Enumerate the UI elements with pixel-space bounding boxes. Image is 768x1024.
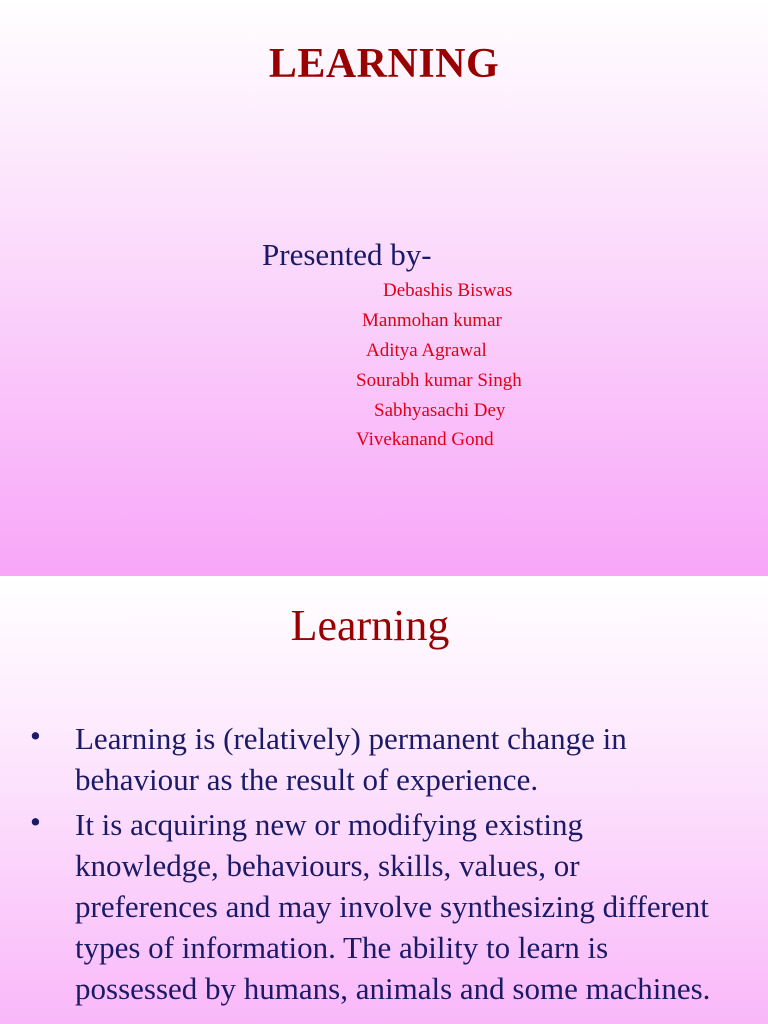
presented-by-label: Presented by- <box>262 237 432 272</box>
slide-title: Learning <box>290 601 450 650</box>
slide-title: LEARNING <box>268 41 500 87</box>
bullet-text: It is acquiring new or modifying existing knowledge, behaviours, skills, values, or preferences and may involve synthesizing different types of information. The ability to learn is possessed by humans, animals and some machines. <box>75 807 711 1006</box>
content-slide <box>0 578 768 1024</box>
presenter-name: Vivekanand Gond <box>356 429 494 450</box>
bullet-icon: • <box>30 804 41 839</box>
presenter-name: Sabhyasachi Dey <box>374 400 506 421</box>
presenter-name: Manmohan kumar <box>362 310 502 331</box>
bullet-item <box>30 804 730 1009</box>
presenter-name: Aditya Agrawal <box>366 340 487 361</box>
presenter-name: Sourabh kumar Singh <box>356 370 522 391</box>
bullet-item <box>30 718 730 800</box>
bullet-icon: • <box>30 718 41 753</box>
presenter-name: Debashis Biswas <box>383 280 513 301</box>
bullet-list <box>30 718 730 1013</box>
bullet-text: Learning is (relatively) permanent change in behaviour as the result of experience. <box>75 721 627 797</box>
